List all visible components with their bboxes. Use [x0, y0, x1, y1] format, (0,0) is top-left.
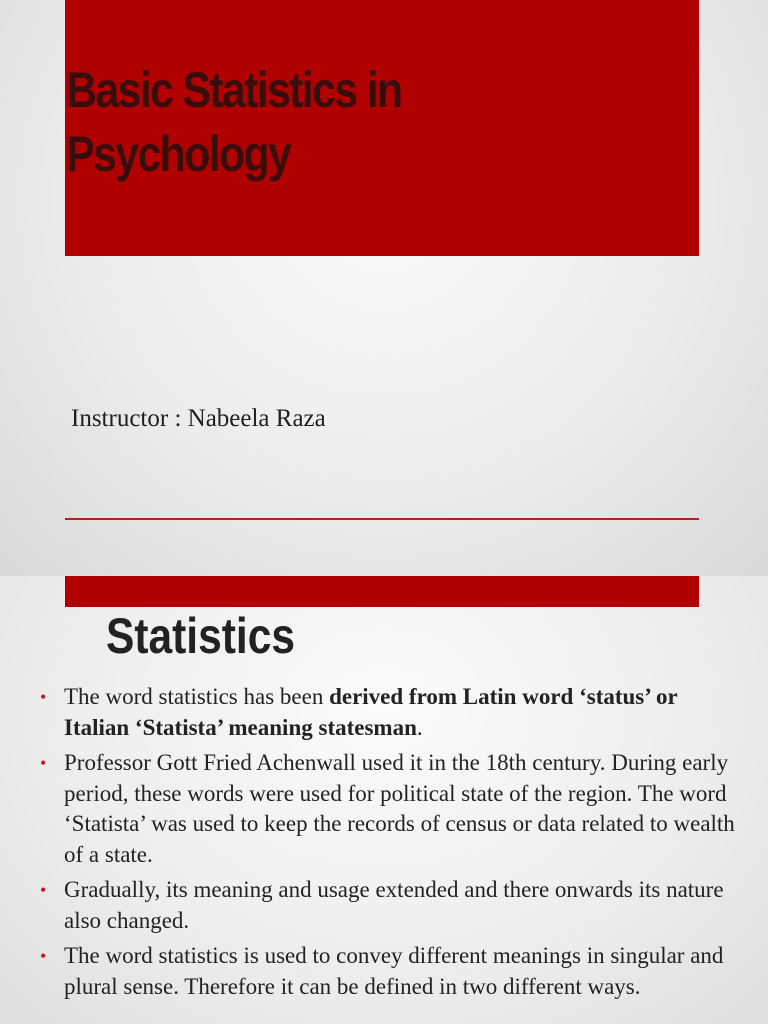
bullet-icon: • — [40, 880, 47, 900]
bullet-text-bold: derived from Latin word ‘status’ or Italian ‘Statista’ meaning statesman — [64, 684, 678, 740]
bullet-item — [40, 748, 740, 870]
bullet-icon: • — [40, 753, 47, 773]
bullet-icon: • — [40, 687, 47, 707]
statistics-slide — [0, 576, 768, 1024]
bullet-item — [40, 875, 740, 936]
divider-line — [65, 518, 699, 520]
bullet-item — [40, 941, 740, 1002]
slide-title: Basic Statistics in Psychology — [66, 62, 402, 182]
bullet-list — [40, 682, 740, 1007]
bullet-text: The word statistics is used to convey different meanings in singular and plural sense. Therefore it can be defined in two different ways. — [64, 943, 724, 999]
slide-heading: Statistics — [106, 608, 295, 664]
bullet-text: Gradually, its meaning and usage extended and there onwards its nature also changed. — [64, 877, 724, 933]
bullet-text: Professor Gott Fried Achenwall used it in the 18th century. During early period, these words were used for political state of the region. The word ‘Statista’ was used to keep the records of census or data related to wealth of a state. — [64, 750, 735, 867]
bullet-text-end: . — [416, 714, 423, 740]
instructor-subtitle: Instructor : Nabeela Raza — [71, 405, 326, 432]
header-bar — [65, 576, 699, 607]
bullet-icon: • — [40, 946, 47, 966]
bullet-item — [40, 682, 740, 743]
bullet-text: The word statistics has been — [64, 684, 330, 709]
